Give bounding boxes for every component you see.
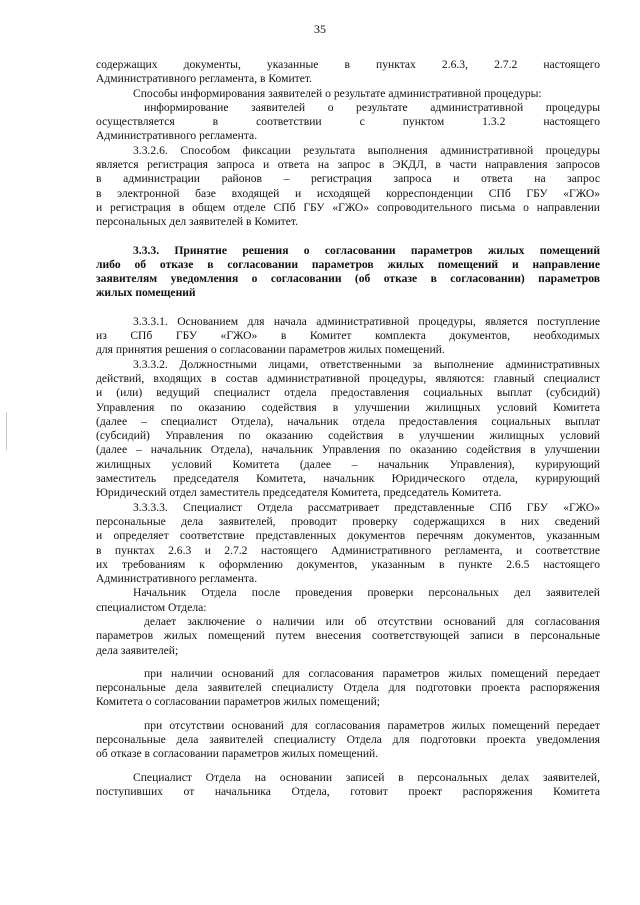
text-line: жилищных условий Комитета (далее – начальник Управления), курирующий (96, 457, 600, 471)
text-line: 3.3.3.1. Основанием для начала административной процедуры, является поступление (133, 314, 600, 328)
text-line: 3.3.2.6. Способом фиксации результата выполнения административной процедуры (133, 143, 600, 157)
heading-line: либо об отказе в согласовании параметров жилых помещений и направление (96, 257, 600, 271)
spacer (96, 658, 600, 667)
text-line: делает заключение о наличии или об отсутствии оснований для согласования (144, 614, 600, 628)
text-line: при наличии оснований для согласования параметров жилых помещений передает (144, 666, 600, 680)
text-line: об отказе в согласовании параметров жилых помещений. (96, 747, 379, 761)
paragraph (96, 358, 600, 501)
text-line: Управления по оказанию содействия в улучшении жилищных условий Комитета (96, 400, 600, 414)
paragraph (96, 719, 600, 762)
text-line: и (или) ведущий специалист отдела предоставления социальных выплат (субсидий) (96, 386, 600, 400)
spacer (96, 710, 600, 719)
text-line: персональных дел заявителей в Комитет. (96, 215, 298, 229)
text-line: и определяет соответствие представленных документов перечням документов, указанным (96, 529, 600, 543)
text-line: 3.3.3.2. Должностными лицами, ответственными за выполнение административных (133, 357, 600, 371)
text-line: их требованиям к оформлению документов, указанным в пункте 2.6.5 настоящего (96, 557, 600, 571)
text-line: из СПб ГБУ «ГЖО» в Комитет комплекта документов, необходимых (96, 329, 600, 343)
paragraph (96, 771, 600, 800)
text-line: в пунктах 2.6.3 и 2.7.2 настоящего Административного регламента, и соответствие (96, 543, 600, 557)
text-line: в электронной базе входящей и исходящей корреспонденции СПб ГБУ «ГЖО» (96, 186, 600, 200)
paragraph (96, 586, 600, 615)
spacer (96, 230, 600, 244)
spacer (96, 301, 600, 315)
paragraph (96, 667, 600, 710)
text-line: Административного регламента, в Комитет. (96, 72, 312, 86)
page-number: 35 (314, 22, 326, 36)
text-line: 3.3.3.3. Специалист Отдела рассматривает представленные СПб ГБУ «ГЖО» (133, 500, 600, 514)
text-line: дела заявителей; (96, 643, 179, 657)
paragraph (96, 58, 600, 87)
text-line: персональные дела заявителей специалисту Отдела для подготовки проекта распоряжения (96, 681, 600, 695)
text-line: является регистрация запроса и ответа на запрос в ЭКДЛ, в части направления запросов (96, 158, 600, 172)
paragraph (96, 101, 600, 144)
text-line: параметров жилых помещений путем внесения соответствующей записи в персональные (96, 629, 600, 643)
text-line: и регистрация в общем отделе СПб ГБУ «ГЖО» сопроводительного письма о направлении (96, 200, 600, 214)
text-line: персональные дела заявителей, проводит проверку содержащихся в них сведений (96, 514, 600, 528)
text-line: для принятия решения о согласовании параметров жилых помещений. (96, 343, 445, 357)
text-line: при отсутствии оснований для согласования параметров жилых помещений передает (144, 718, 600, 732)
text-line: Административного регламента. (96, 129, 258, 143)
section-heading (96, 244, 600, 301)
text-line: поступивших от начальника Отдела, готовит проект распоряжения Комитета (96, 784, 600, 798)
text-line: Комитета о согласовании параметров жилых помещений; (96, 695, 381, 709)
text-line: (далее – специалист Отдела), начальник отдела предоставления социальных выплат (96, 414, 600, 428)
text-line: специалистом Отдела: (96, 600, 207, 614)
document-body (96, 58, 600, 799)
paragraph (96, 615, 600, 658)
text-line: заместитель председателя Комитета, начальник Юридического отдела, курирующий (96, 472, 600, 486)
text-line: Начальник Отдела после проведения проверки персональных дел заявителей (133, 586, 600, 600)
text-line: в администрации районов – регистрация запроса и ответа на запрос (96, 172, 600, 186)
heading-line: заявителям уведомления о согласовании (об отказе в согласовании) параметров (96, 272, 600, 286)
text-line: персональные дела заявителей специалисту Отдела для подготовки проекта уведомления (96, 733, 600, 747)
heading-line: жилых помещений (96, 286, 196, 300)
text-line: (субсидий) Управления по оказанию содействия в улучшении жилищных условий (96, 429, 600, 443)
text-line: информирование заявителей о результате административной процедуры (144, 100, 600, 114)
heading-line: 3.3.3. Принятие решения о согласовании параметров жилых помещений (133, 243, 600, 257)
text-line: действий, входящих в состав административной процедуры, являются: главный специалист (96, 371, 600, 385)
paragraph (96, 315, 600, 358)
text-line: Специалист Отдела на основании записей в персональных делах заявителей, (133, 770, 600, 784)
paragraph (96, 501, 600, 587)
paragraph (96, 144, 600, 230)
text-line: Юридический отдел заместитель председателя Комитета, председатель Комитета. (96, 486, 502, 500)
text-line: осуществляется в соответствии с пунктом 1.3.2 настоящего (96, 115, 600, 129)
text-line: (далее – начальник Отдела), начальник Управления по оказанию содействия в улучшении (96, 443, 600, 457)
scan-margin-mark (6, 412, 7, 450)
text-line: Административного регламента. (96, 572, 258, 586)
spacer (96, 762, 600, 771)
text-line: содержащих документы, указанные в пунктах 2.6.3, 2.7.2 настоящего (96, 58, 600, 71)
text-line: Способы информирования заявителей о результате административной процедуры: (133, 86, 542, 100)
paragraph (96, 87, 600, 101)
